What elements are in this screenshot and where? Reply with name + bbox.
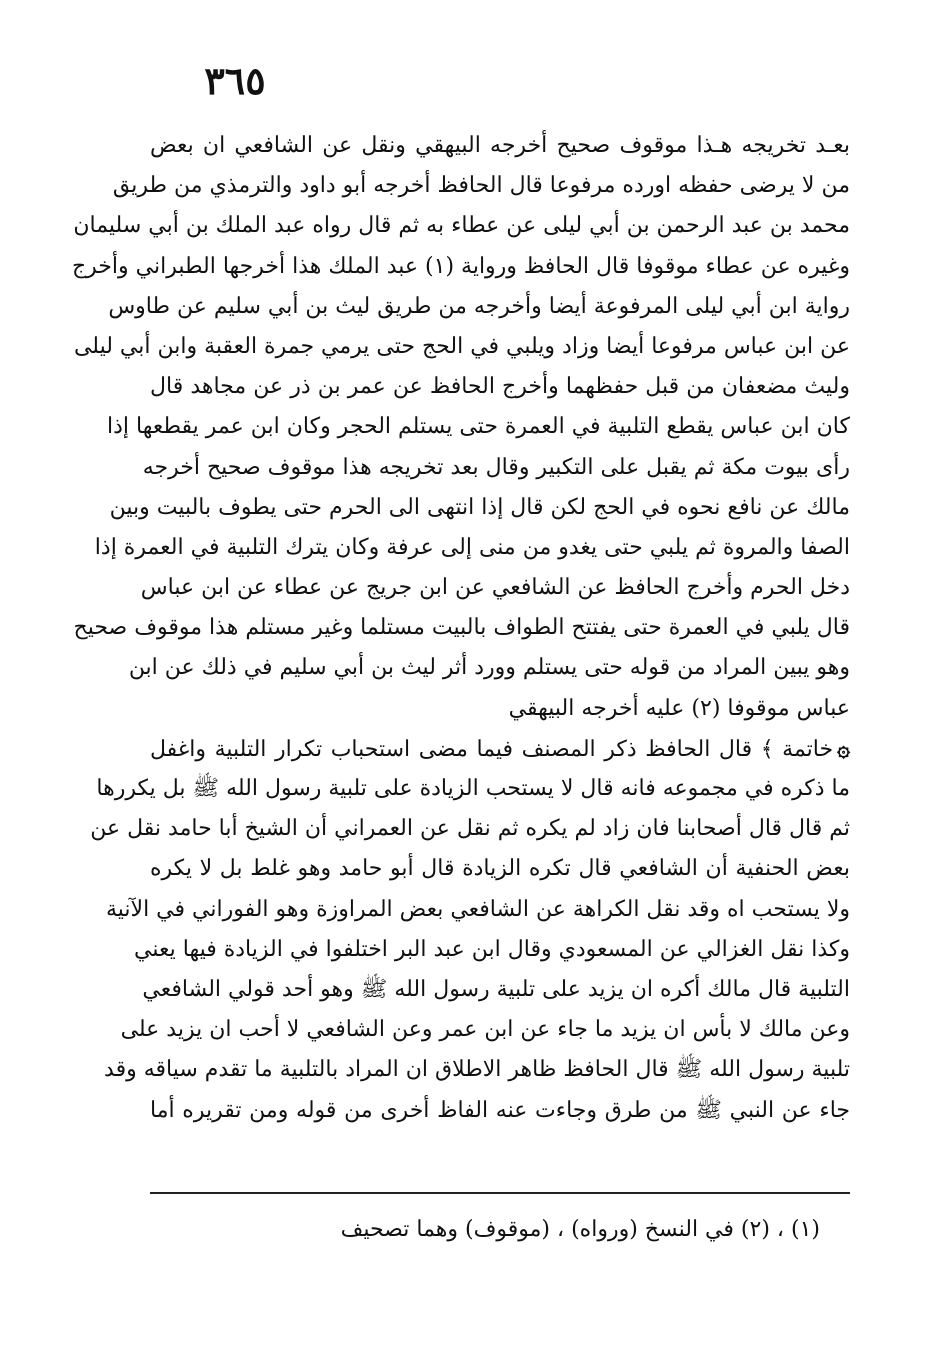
text-line: رواية ابن أبي ليلى المرفوعة أيضا وأخرجه من طريق ليث بن أبي سليم عن طاوس [108,293,850,319]
page-number: ٣٦٥ [204,58,266,103]
text-line: وليث مضعفان من قبل حفظهما وأخرج الحافظ عن عمر بن ذر عن مجاهد قال [150,374,850,400]
text-line: ثم قال قال أصحابنا فان زاد لم يكره ثم نقل عن العمراني أن الشيخ أبا حامد نقل عن [90,816,850,842]
text-line: مالك عن نافع نحوه في الحج لكن قال إذا انتهى الى الحرم حتى يطوف بالبيت وبين [109,494,850,520]
text-line: عن ابن عباس مرفوعا أيضا وزاد ويلبي في الحج حتى يرمي جمرة العقبة وابن أبي ليلى [73,333,850,359]
text-line: عباس موقوفا (٢) عليه أخرجه البيهقي [508,695,850,721]
main-text-block [71,126,850,1131]
text-line: جاء عن النبي ﷺ من طرق وجاءت عنه الفاظ أخرى من قوله ومن تقريره أما [150,1097,850,1123]
text-line: كان ابن عباس يقطع التلبية في العمرة حتى يستلم الحجر وكان ابن عمر يقطعها إذا [107,414,850,440]
text-line: دخل الحرم وأخرج الحافظ عن الشافعي عن ابن جريج عن عطاء عن ابن عباس [140,575,850,601]
text-line: وعن مالك لا بأس ان يزيد ما جاء عن ابن عمر وعن الشافعي لا أحب ان يزيد على [120,1017,850,1043]
footnote: (١) ، (٢) في النسخ (ورواه) ، (موقوف) وهما تصحيف [340,1217,820,1242]
text-line: ما ذكره في مجموعه فانه قال لا يستحب الزيادة على تلبية رسول الله ﷺ بل يكررها [96,776,850,801]
text-line: رأى بيوت مكة ثم يقبل على التكبير وقال بعد تخريجه هذا موقوف صحيح أخرجه [142,454,850,480]
text-line: التلبية قال مالك أكره ان يزيد على تلبية رسول الله ﷺ وهو أحد قولي الشافعي [142,976,850,1002]
text-line: محمد بن عبد الرحمن بن أبي ليلى عن عطاء به ثم قال رواه عبد الملك بن أبي سليمان [73,213,850,239]
text-line: وهو يبين المراد من قوله حتى يستلم وورد أثر ليث بن أبي سليم في ذلك عن ابن [128,655,850,681]
text-line: بعـد تخريجه هـذا موقوف صحيح أخرجه البيهقي ونقل عن الشافعي ان بعض [150,133,850,158]
text-line: وكذا نقل الغزالي عن المسعودي وقال ابن عبد البر اختلفوا في الزيادة فيها يعني [134,936,850,962]
footnote-divider [150,1192,850,1194]
text-line: وغيره عن عطاء موقوفا قال الحافظ ورواية (١) عبد الملك هذا أخرجها الطبراني وأخرج [71,253,850,279]
text-line: تلبية رسول الله ﷺ قال الحافظ ظاهر الاطلاق ان المراد بالتلبية ما تقدم سياقه وقد [104,1057,850,1083]
text-line: الصفا والمروة ثم يلبي حتى يغدو من منى إلى عرفة وكان يترك التلبية في العمرة إذا [94,534,850,560]
text-line: بعض الحنفية أن الشافعي قال تكره الزيادة قال أبو حامد وهو غلط بل لا يكره [150,856,850,882]
text-line: من لا يرضى حفظه اورده مرفوعا قال الحافظ أخرجه أبو داود والترمذي من طريق [112,173,850,199]
text-segment: خاتمة ﴾ قال الحافظ ذكر المصنف فيما مضى استحباب تكرار التلبية واغفل [150,736,834,762]
section-line-khatima [150,729,850,769]
text-line: ولا يستحب اه وقد نقل الكراهة عن الشافعي بعض المراوزة وهو الفوراني في الآنية [105,896,850,922]
text-line: قال يلبي في العمرة حتى يفتتح الطواف بالبيت مستلما وغير مستلم هذا موقوف صحيح [73,615,850,641]
ornament-bullet-icon: ۞ [837,735,850,762]
